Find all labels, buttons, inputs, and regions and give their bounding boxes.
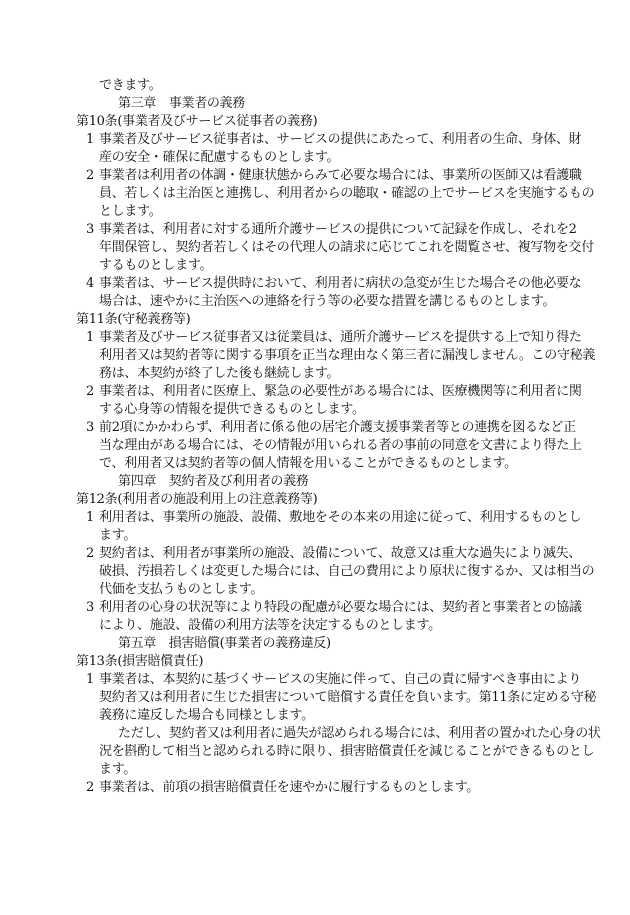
item-text: 事業者は、本契約に基づくサービスの実施に伴って、自己の責に帰すべき事由により	[99, 672, 582, 687]
article-item	[76, 545, 595, 599]
article-item	[76, 779, 556, 797]
contract-text	[76, 77, 601, 797]
article-item	[76, 509, 582, 545]
item-text: 産の安全・確保に配慮するものとします。	[99, 150, 340, 165]
article-heading: 第13条(損害賠償責任)	[76, 654, 204, 669]
item-text: 事業者及びサービス従事者は、サービスの提供にあたって、利用者の生命、身体、財	[99, 132, 582, 147]
item-number: 2	[86, 546, 94, 561]
article-heading: 第10条(事業者及びサービス従事者の義務)	[76, 114, 318, 129]
item-text: するものとします。	[99, 258, 213, 273]
article-item	[76, 671, 601, 779]
item-text: 年間保管し、契約者若しくはその代理人の請求に応じてこれを閲覧させ、複写物を交付	[99, 240, 594, 255]
article-item	[76, 221, 594, 275]
item-text: 契約者は、利用者が事業所の施設、設備について、故意又は重大な過失により滅失、	[99, 546, 582, 561]
item-number: 4	[86, 276, 94, 291]
article-item	[76, 329, 596, 383]
item-number: 1	[86, 132, 94, 147]
proviso-text: 況を斟酌して相当と認められる時に限り、損害賠償責任を減じることができるものとし	[99, 744, 595, 759]
item-text: 員、若しくは主治医と連携し、利用者からの聴取・確認の上でサービスを実施するもの	[99, 186, 595, 201]
item-text: 務は、本契約が終了した後も継続します。	[99, 366, 340, 381]
chapter-heading: 第三章 事業者の義務	[118, 96, 246, 111]
item-number: 1	[86, 510, 94, 525]
item-text: 義務に違反した場合も同様とします。	[99, 708, 314, 723]
item-number: 1	[86, 672, 94, 687]
item-number: 3	[86, 222, 94, 237]
article-item	[76, 419, 582, 473]
item-text: する心身等の情報を提供できるものとします。	[99, 402, 365, 417]
article-item	[76, 167, 595, 221]
item-number: 3	[86, 600, 94, 615]
chapter-heading: 第五章 損害賠償(事業者の義務違反)	[118, 636, 331, 651]
item-text: 場合は、速やかに主治医への連絡を行う等の必要な措置を講じるものとします。	[99, 294, 556, 309]
item-number: 1	[86, 330, 94, 345]
article-item	[76, 599, 582, 635]
item-text: 事業者は、利用者に対する通所介護サービスの提供について記録を作成し、それを2	[99, 222, 577, 237]
item-text: 事業者及びサービス従事者又は従業員は、通所介護サービスを提供する上で知り得た	[99, 330, 582, 345]
item-text: 事業者は、サービス提供時において、利用者に病状の急変が生じた場合その他必要な	[99, 276, 582, 291]
item-text: 利用者の心身の状況等により特段の配慮が必要な場合には、契約者と事業者との協議	[99, 600, 582, 615]
item-number: 2	[86, 780, 94, 795]
item-text: 契約者又は利用者に生じた損害について賠償する責任を負います。第11条に定める守秘	[99, 690, 597, 705]
item-text: で、利用者又は契約者等の個人情報を用いることができるものとします。	[99, 456, 517, 471]
article-item	[76, 131, 582, 167]
article-item	[76, 383, 582, 419]
item-number: 3	[86, 420, 94, 435]
proviso-text: ただし、契約者又は利用者に過失が認められる場合には、利用者の置かれた心身の状	[118, 726, 601, 741]
chapter-heading: 第四章 契約者及び利用者の義務	[118, 474, 309, 489]
item-text: 事業者は、前項の損害賠償責任を速やかに履行するものとします。	[99, 780, 479, 795]
article-heading: 第12条(利用者の施設利用上の注意義務等)	[76, 492, 318, 507]
item-text: とします。	[99, 204, 162, 219]
proviso-text: ます。	[99, 762, 137, 777]
item-text: ます。	[99, 528, 137, 543]
item-text: 当な理由がある場合には、その情報が用いられる者の事前の同意を文書により得た上	[99, 438, 582, 453]
item-text: 利用者は、事業所の施設、設備、敷地をその本来の用途に従って、利用するものとし	[99, 510, 582, 525]
item-text: 利用者又は契約者等に関する事項を正当な理由なく第三者に漏洩しません。この守秘義	[99, 348, 596, 363]
continued-line: できます。	[99, 78, 162, 93]
item-text: 事業者は、利用者に医療上、緊急の必要性がある場合には、医療機関等に利用者に関	[99, 384, 582, 399]
article-heading: 第11条(守秘義務等)	[76, 312, 191, 327]
item-text: 前2項にかかわらず、利用者に係る他の居宅介護支援事業者等との連携を図るなど正	[99, 420, 576, 435]
item-number: 2	[86, 168, 94, 183]
article-item	[76, 275, 582, 311]
item-text: 破損、汚損若しくは変更した場合には、自己の費用により原状に復するか、又は相当の	[99, 564, 595, 579]
item-text: 代価を支払うものとします。	[99, 582, 264, 597]
item-text: 事業者は利用者の体調・健康状態からみて必要な場合には、事業所の医師又は看護職	[99, 168, 582, 183]
item-number: 2	[86, 384, 94, 399]
item-text: により、施設、設備の利用方法等を決定するものとします。	[99, 618, 441, 633]
